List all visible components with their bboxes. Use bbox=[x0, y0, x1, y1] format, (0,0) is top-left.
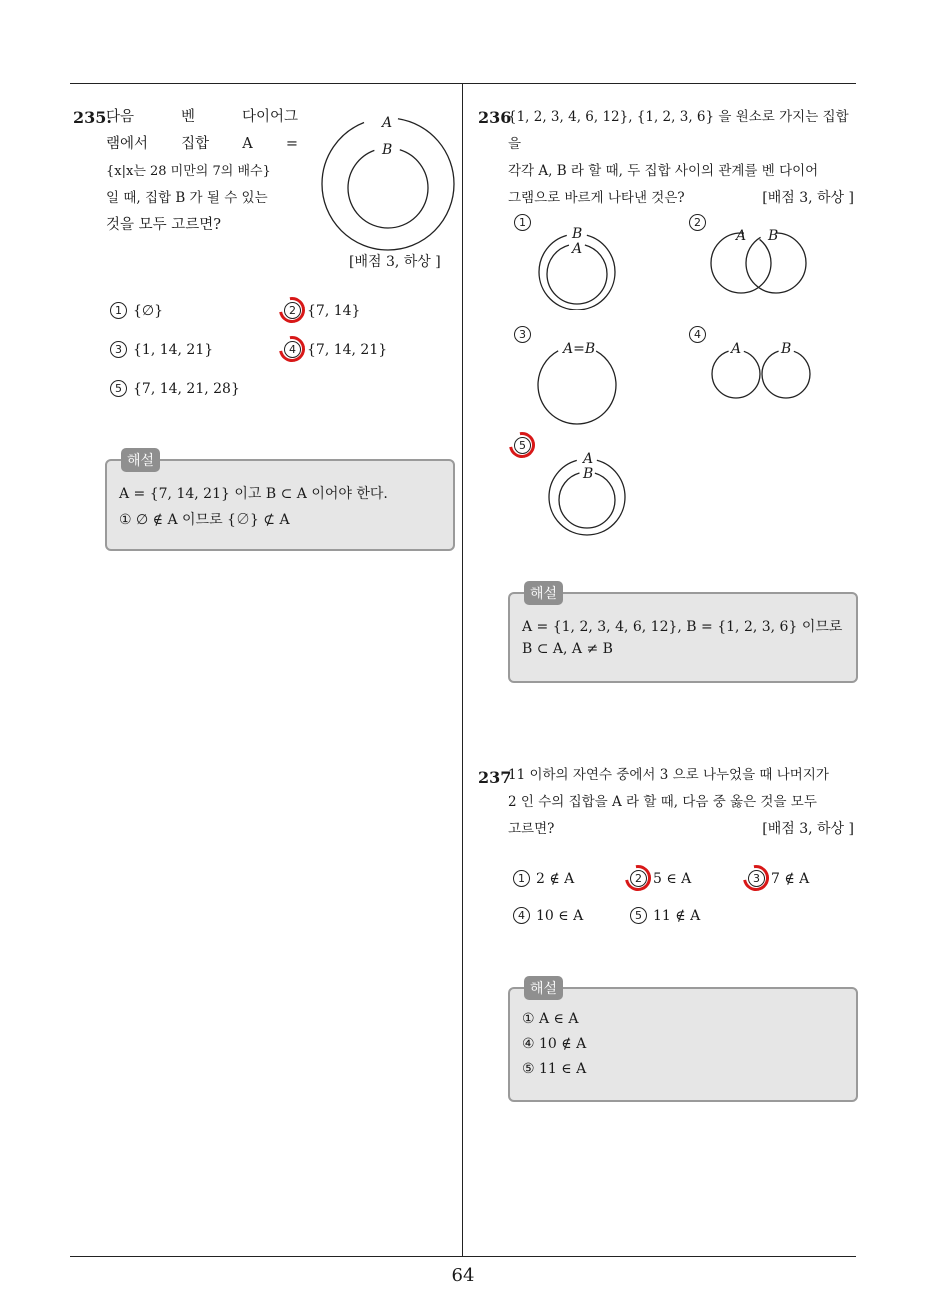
q235-number: 235. bbox=[73, 108, 112, 127]
q235-solution-line: A = {7, 14, 21} 이고 B ⊂ A 이어야 한다. bbox=[119, 486, 388, 502]
bottom-rule bbox=[70, 1256, 856, 1257]
q235-line: 램에서 집합 A = bbox=[106, 136, 298, 152]
q235-option-4-num: 4 bbox=[284, 341, 301, 358]
q236-option-5-label-b: B bbox=[583, 466, 594, 482]
q235-option-1-num: 1 bbox=[110, 302, 127, 319]
q235-label-a: A bbox=[382, 115, 393, 131]
q236-option-2-diagram bbox=[706, 225, 816, 300]
q237-solution-tag: 해설 bbox=[524, 976, 563, 1000]
q237-option-1[interactable]: 1 2 ∉ A bbox=[513, 870, 574, 887]
top-rule bbox=[70, 83, 856, 84]
q237-option-4[interactable]: 4 10 ∈ A bbox=[513, 907, 583, 924]
q237-number: 237 bbox=[478, 768, 512, 787]
q236-solution-line: B ⊂ A, A ≠ B bbox=[522, 641, 613, 657]
q235-option-5-num: 5 bbox=[110, 380, 127, 397]
q235-option-3[interactable]: 3 {1, 14, 21} bbox=[110, 341, 213, 358]
q237-option-2-answer-mark bbox=[620, 860, 656, 896]
q235-option-1[interactable]: 1 {∅} bbox=[110, 302, 163, 319]
q237-option-4-num: 4 bbox=[513, 907, 530, 924]
q235-option-5[interactable]: 5 {7, 14, 21, 28} bbox=[110, 380, 240, 397]
q237-option-2[interactable]: 2 5 ∈ A bbox=[630, 870, 691, 887]
q235-option-2-num: 2 bbox=[284, 302, 301, 319]
column-divider bbox=[462, 83, 463, 1257]
q236-question bbox=[508, 104, 860, 212]
q235-option-4[interactable]: 4 {7, 14, 21} bbox=[284, 341, 387, 358]
q237-line: 2 인 수의 집합을 A 라 할 때, 다음 중 옳은 것을 모두 bbox=[508, 794, 817, 810]
q236-option-4-label-b: B bbox=[781, 341, 792, 357]
q237-score: [배점 3, 하상 ] bbox=[762, 821, 854, 837]
q236-option-1-label-b: B bbox=[572, 226, 583, 242]
q236-score: [배점 3, 하상 ] bbox=[762, 190, 854, 206]
q236-solution-box bbox=[508, 586, 858, 683]
q236-option-2-label-b: B bbox=[768, 228, 779, 244]
q237-line: 고르면? [배점 3, 하상 ] bbox=[508, 816, 860, 843]
q237-option-3-num: 3 bbox=[748, 870, 765, 887]
q236-option-4-num[interactable]: 4 bbox=[689, 326, 706, 343]
q235-line: {x|x는 28 미만의 7의 배수} bbox=[106, 164, 271, 179]
q236-option-4-label-a: A bbox=[731, 341, 742, 357]
q236-line: 각각 A, B 라 할 때, 두 집합 사이의 관계를 벤 다이어 bbox=[508, 163, 819, 179]
q236-solution-line: A = {1, 2, 3, 4, 6, 12}, B = {1, 2, 3, 6} 이므로 bbox=[522, 619, 843, 635]
q236-option-5-label-a: A bbox=[583, 451, 594, 467]
q235-line: 다음 벤 다이어그 bbox=[106, 109, 298, 125]
q237-solution-line: ① A ∈ A bbox=[522, 1011, 579, 1027]
q237-option-3[interactable]: 3 7 ∉ A bbox=[748, 870, 809, 887]
q235-solution-box bbox=[105, 453, 455, 551]
page-number: 64 bbox=[451, 1265, 475, 1286]
q237-solution-box bbox=[508, 981, 858, 1102]
q236-line: {1, 2, 3, 4, 6, 12}, {1, 2, 3, 6} 을 원소로 가지는 집합을 bbox=[508, 109, 849, 152]
q235-venn-diagram bbox=[318, 112, 458, 252]
q237-option-5[interactable]: 5 11 ∉ A bbox=[630, 907, 700, 924]
q236-solution-tag: 해설 bbox=[524, 581, 563, 605]
q235-solution-line: ① ∅ ∉ A 이므로 {∅} ⊄ A bbox=[119, 512, 290, 528]
q235-option-2-answer-mark bbox=[274, 292, 310, 328]
q237-solution-line: ⑤ 11 ∈ A bbox=[522, 1061, 587, 1077]
q236-option-4-diagram bbox=[708, 342, 818, 402]
q237-question bbox=[508, 762, 860, 843]
q236-line: 그램으로 바르게 나타낸 것은? [배점 3, 하상 ] bbox=[508, 185, 860, 212]
q236-option-2-label-a: A bbox=[736, 228, 747, 244]
q236-option-2-num[interactable]: 2 bbox=[689, 214, 706, 231]
q235-line: 일 때, 집합 B 가 될 수 있는 bbox=[106, 190, 268, 206]
q235-option-3-num: 3 bbox=[110, 341, 127, 358]
q236-number: 236 bbox=[478, 108, 512, 127]
q235-score: [배점 3, 하상 ] bbox=[349, 254, 441, 270]
q237-option-5-num: 5 bbox=[630, 907, 647, 924]
q236-option-1-num[interactable]: 1 bbox=[514, 214, 531, 231]
q237-option-1-num: 1 bbox=[513, 870, 530, 887]
q235-solution-tag: 해설 bbox=[121, 448, 160, 472]
q235-question bbox=[106, 104, 298, 239]
q237-option-2-num: 2 bbox=[630, 870, 647, 887]
q236-option-3-label: A=B bbox=[563, 341, 596, 357]
q236-option-1-label-a: A bbox=[572, 241, 583, 257]
q237-line: 11 이하의 자연수 중에서 3 으로 나누었을 때 나머지가 bbox=[508, 767, 829, 783]
q235-option-4-answer-mark bbox=[274, 331, 310, 367]
q236-option-5-num[interactable]: 5 bbox=[514, 437, 531, 454]
q236-option-3-num[interactable]: 3 bbox=[514, 326, 531, 343]
q235-option-2[interactable]: 2 {7, 14} bbox=[284, 302, 360, 319]
q237-solution-line: ④ 10 ∉ A bbox=[522, 1036, 587, 1052]
q235-line: 것을 모두 고르면? bbox=[106, 217, 222, 233]
q237-option-3-answer-mark bbox=[738, 860, 774, 896]
q235-label-b: B bbox=[382, 142, 393, 158]
q236-option-5-answer-mark bbox=[504, 427, 540, 463]
